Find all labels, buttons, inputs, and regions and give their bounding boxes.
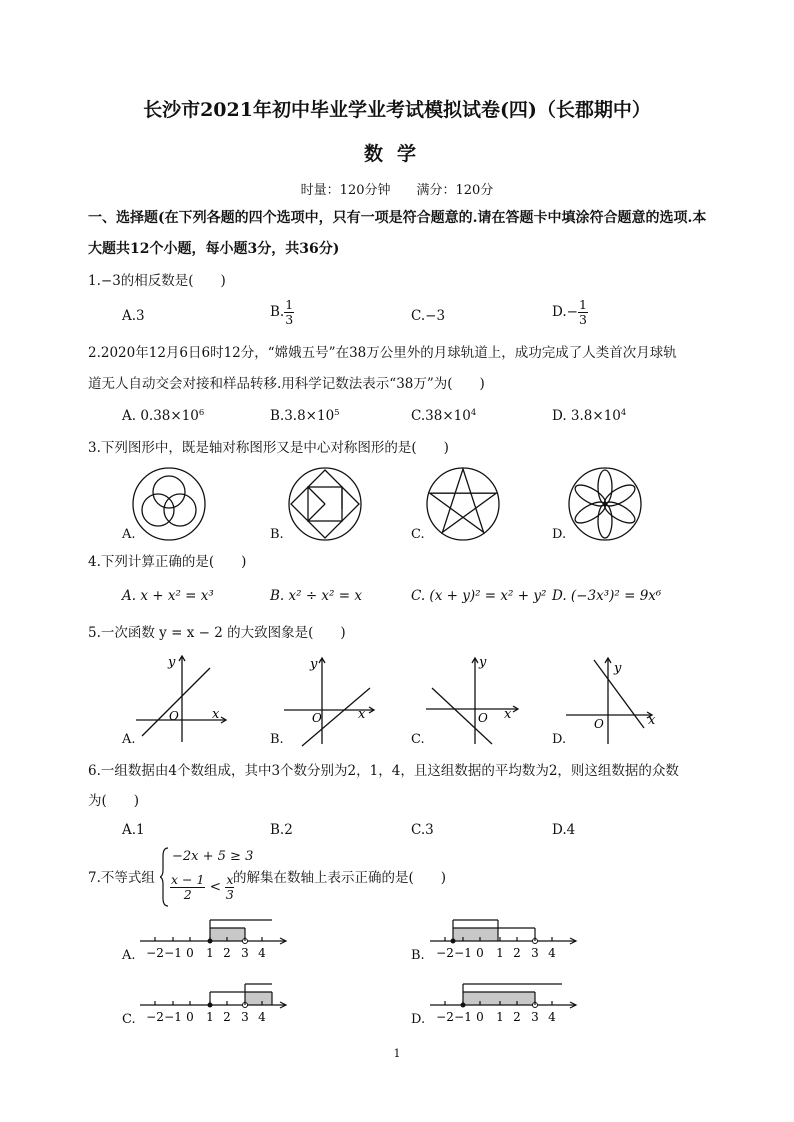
graph-b-origin: O [312,711,322,725]
graph-d-x-label: x [648,713,656,728]
q6-option-b: B.2 [270,822,293,838]
question-3-stem: 3.下列图形中，既是轴对称图形又是中心对称图形的是( ) [88,440,449,456]
tick-label: −2 [436,1010,454,1024]
tick-label: −2 [146,946,164,960]
q7-inequality-2: $\frac{x - 1}{2}$ < $\frac{x}{3}$ [171,872,234,902]
question-2-stem-line1: 2.2020年12月6日6时12分，“嫦娥五号”在38万公里外的月球轨道上，成功完成了人类首次月球轨 [88,345,677,361]
graph-c-origin: O [478,711,488,725]
question-7-prefix: 7.不等式组 [88,870,155,886]
q7-inequality-1: −2x + 5 ≥ 3 [172,849,254,864]
tick-label: 1 [496,946,504,960]
tick-label: −1 [164,946,182,960]
question-4-stem: 4.下列计算正确的是( ) [88,554,247,570]
q7-label-d: D. [411,1012,426,1027]
question-6-stem-line2: 为( ) [88,793,140,809]
graph-b-x-label: x [358,707,366,722]
graph-a-x-label: x [212,707,220,722]
graph-a-y-label: y [168,655,176,670]
question-6-stem-line1: 6.一组数据由4个数组成，其中3个数分别为2，1，4，且这组数据的平均数为2，则这组数据的众数 [88,763,679,779]
tick-label: −1 [164,1010,182,1024]
tick-label: 1 [206,946,214,960]
page-number: 1 [393,1047,401,1060]
question-7-suffix: 的解集在数轴上表示正确的是( ) [233,870,447,886]
tick-label: 0 [476,946,484,960]
question-1-stem: 1.−3的相反数是( ) [88,273,226,289]
figure-square-in-circle [286,465,364,543]
question-5-stem: 5.一次函数 y = x − 2 的大致图象是( ) [88,625,346,641]
tick-label: 2 [513,946,521,960]
tick-label: 2 [513,1010,521,1024]
q1-option-c: C.−3 [411,308,446,324]
q6-option-a: A.1 [122,822,145,838]
q6-option-d: D.4 [552,822,576,838]
q4-option-b: B. x² ÷ x² = x [270,588,362,604]
q5-graph-a [130,650,230,745]
graph-d-y-label: y [614,661,622,676]
tick-label: 3 [531,946,539,960]
tick-label: 4 [548,946,556,960]
time-score-line: 时量：120分钟 满分：120分 [300,183,494,198]
tick-label: 4 [258,1010,266,1024]
graph-c-y-label: y [479,655,487,670]
figure-flower-circle [566,465,644,543]
q2-option-a: A. $0.38\times 10^6$ [122,408,205,424]
q4-option-d: D. (−3x³)² = 9x⁶ [552,588,662,604]
tick-label: 2 [223,1010,231,1024]
tick-label: 1 [206,1010,214,1024]
tick-label: 3 [531,1010,539,1024]
q7-label-b: B. [411,948,425,963]
tick-label: 1 [496,1010,504,1024]
graph-c-x-label: x [504,707,512,722]
figure-pentagram-circle [424,465,502,543]
system-brace [160,846,170,908]
q5-graph-b [280,652,380,747]
q1-option-d: D.− $\frac{1}{3}$ [552,297,587,327]
q4-option-a: A. x + x² = x³ [122,588,214,604]
q6-option-c: C.3 [411,822,434,838]
q5-label-a: A. [122,732,136,747]
q5-graph-d [562,652,662,747]
q3-label-b: B. [270,527,284,542]
paper-title: 长沙市2021年初中毕业学业考试模拟试卷(四)（长郡期中） [143,99,651,121]
tick-label: 0 [476,1010,484,1024]
q3-label-a: A. [122,527,136,542]
q7-number-line-a [140,914,290,964]
tick-label: 0 [186,1010,194,1024]
q7-number-line-d [430,978,580,1028]
tick-label: −1 [454,1010,472,1024]
tick-label: 4 [548,1010,556,1024]
tick-label: −2 [146,1010,164,1024]
tick-label: 3 [241,1010,249,1024]
graph-a-origin: O [169,709,179,723]
q7-label-a: A. [122,948,136,963]
subject-title: 数学 [363,143,430,165]
q7-label-c: C. [122,1012,136,1027]
section-heading: 一、选择题(在下列各题的四个选项中，只有一项是符合题意的.请在答题卡中填涂符合题意的选项.本大题共12个小题，每小题3分，共36分) [88,210,707,257]
graph-d-origin: O [594,717,604,731]
q4-option-c: C. (x + y)² = x² + y² [411,588,547,604]
q1-option-b: B. $\frac{1}{3}$ [270,297,294,327]
q3-label-c: C. [411,527,425,542]
tick-label: 2 [223,946,231,960]
graph-b-y-label: y [310,657,318,672]
tick-label: −2 [436,946,454,960]
question-2-stem-line2: 道无人自动交会对接和样品转移.用科学记数法表示“38万”为( ) [88,376,485,392]
figure-three-circles [130,465,208,543]
tick-label: 4 [258,946,266,960]
q7-number-line-c [140,978,290,1028]
q5-label-b: B. [270,732,284,747]
q2-option-b: $B.3.8\times 10^5$ [270,408,340,424]
q3-label-d: D. [552,527,567,542]
q7-number-line-b [430,914,580,964]
tick-label: 3 [241,946,249,960]
q5-graph-c [422,652,522,747]
q2-option-d: D. $3.8\times 10^4$ [552,408,627,424]
q1-option-a: A.3 [122,308,145,324]
tick-label: −1 [454,946,472,960]
q5-label-d: D. [552,732,567,747]
tick-label: 0 [186,946,194,960]
q5-label-c: C. [411,732,425,747]
q2-option-c: $C.38\times 10^4$ [411,408,477,424]
